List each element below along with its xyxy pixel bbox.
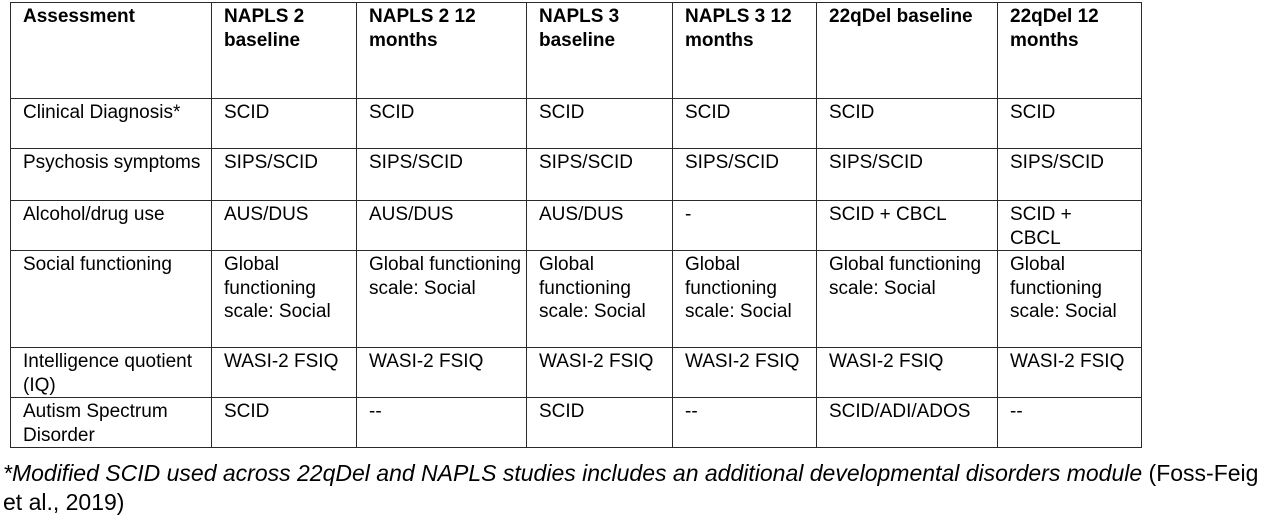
header-cell-napls2-baseline: NAPLS 2 baseline [212, 3, 357, 99]
table-cell: SCID [357, 99, 527, 149]
table-cell: AUS/DUS [357, 201, 527, 251]
table-cell: Global functioning scale: Social [357, 251, 527, 348]
table-cell: Global functioning scale: Social [998, 251, 1142, 348]
table-cell: AUS/DUS [212, 201, 357, 251]
table-cell: SCID [212, 398, 357, 448]
table-cell: SCID [817, 99, 998, 149]
table-cell: SCID [212, 99, 357, 149]
row-label-cell: Psychosis symptoms [11, 149, 212, 201]
table-cell: SIPS/SCID [673, 149, 817, 201]
table-cell: SCID [527, 398, 673, 448]
table-cell: WASI-2 FSIQ [212, 348, 357, 398]
table-cell: Global functioning scale: Social [212, 251, 357, 348]
table-cell: Global functioning scale: Social [673, 251, 817, 348]
table-row [11, 201, 1142, 251]
table-row [11, 348, 1142, 398]
table-cell: SIPS/SCID [212, 149, 357, 201]
table-cell: WASI-2 FSIQ [357, 348, 527, 398]
row-label-cell: Intelligence quotient (IQ) [11, 348, 212, 398]
table-cell: AUS/DUS [527, 201, 673, 251]
table-cell: SCID/ADI/ADOS [817, 398, 998, 448]
header-cell-22qdel-12-months: 22qDel 12 months [998, 3, 1142, 99]
table-cell: SIPS/SCID [817, 149, 998, 201]
row-label-cell: Clinical Diagnosis* [11, 99, 212, 149]
table-cell: - [673, 201, 817, 251]
table-cell: SCID [527, 99, 673, 149]
row-label-cell: Social functioning [11, 251, 212, 348]
table-cell: WASI-2 FSIQ [673, 348, 817, 398]
table-cell: SIPS/SCID [527, 149, 673, 201]
table-cell: -- [998, 398, 1142, 448]
header-cell-22qdel-baseline: 22qDel baseline [817, 3, 998, 99]
table-cell: SIPS/SCID [998, 149, 1142, 201]
table-cell: Global functioning scale: Social [817, 251, 998, 348]
table-cell: Global functioning scale: Social [527, 251, 673, 348]
assessment-table [10, 2, 1142, 448]
table-cell: SIPS/SCID [357, 149, 527, 201]
table-cell: WASI-2 FSIQ [998, 348, 1142, 398]
table-header-row [11, 3, 1142, 99]
table-row [11, 251, 1142, 348]
header-cell-assessment: Assessment [11, 3, 212, 99]
footnote-italic-text: *Modified SCID used across 22qDel and NAPLS studies includes an additional developmental disorders module [3, 460, 1143, 486]
table-footnote [3, 459, 1279, 517]
header-cell-napls2-12-months: NAPLS 2 12 months [357, 3, 527, 99]
table-row [11, 149, 1142, 201]
table-cell: -- [357, 398, 527, 448]
header-cell-napls3-12-months: NAPLS 3 12 months [673, 3, 817, 99]
table-cell: SCID [998, 99, 1142, 149]
table-row [11, 398, 1142, 448]
header-cell-napls3-baseline: NAPLS 3 baseline [527, 3, 673, 99]
table-cell: SCID + CBCL [998, 201, 1142, 251]
row-label-cell: Autism Spectrum Disorder [11, 398, 212, 448]
footnote-citation: (Foss-Feig et al., 2019) [3, 460, 1259, 515]
table-row [11, 99, 1142, 149]
table-cell: SCID [673, 99, 817, 149]
table-cell: WASI-2 FSIQ [527, 348, 673, 398]
table-cell: -- [673, 398, 817, 448]
table-cell: WASI-2 FSIQ [817, 348, 998, 398]
table-cell: SCID + CBCL [817, 201, 998, 251]
row-label-cell: Alcohol/drug use [11, 201, 212, 251]
